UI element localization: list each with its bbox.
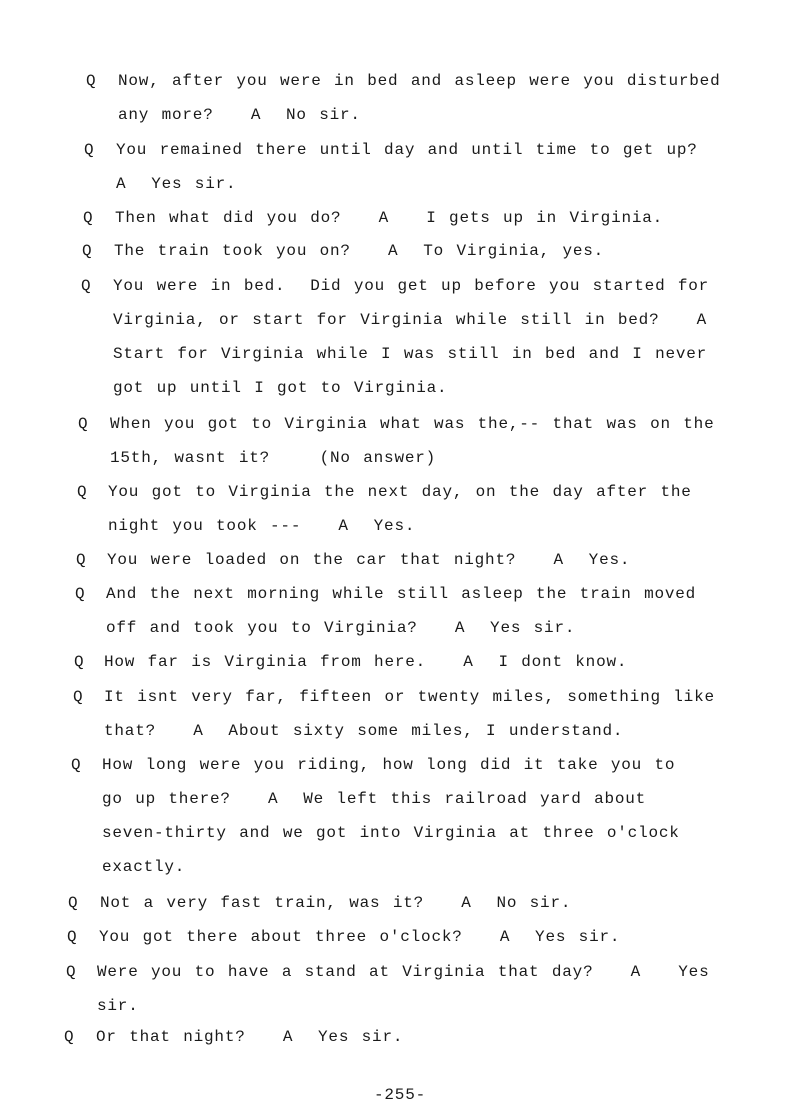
qa-text: When you got to Virginia what was the,-- that was on the 15th, wasnt it? (No answer) bbox=[110, 415, 715, 467]
page-number: -255- bbox=[373, 1086, 426, 1104]
question-marker: Q bbox=[68, 894, 79, 912]
qa-text: You remained there until day and until time to get up? A Yes sir. bbox=[116, 141, 698, 193]
qa-text: Now, after you were in bed and asleep were you disturbed any more? A No sir. bbox=[118, 72, 721, 124]
question-marker: Q bbox=[82, 242, 93, 260]
qa-text: Or that night? A Yes sir. bbox=[96, 1028, 404, 1046]
qa-text: The train took you on? A To Virginia, yes. bbox=[114, 242, 605, 260]
question-marker: Q bbox=[73, 688, 84, 706]
question-marker: Q bbox=[66, 963, 77, 981]
question-marker: Q bbox=[78, 415, 89, 433]
qa-text: How long were you riding, how long did it take you to go up there? A We left this railroad yard about seven-thirty and we got into Virginia at three o'clock exactly. bbox=[102, 756, 680, 876]
qa-text: You got there about three o'clock? A Yes sir. bbox=[99, 928, 621, 946]
question-marker: Q bbox=[81, 277, 92, 295]
question-marker: Q bbox=[77, 483, 88, 501]
qa-text: You were loaded on the car that night? A Yes. bbox=[107, 551, 631, 569]
qa-text: Were you to have a stand at Virginia that day? A Yes sir. bbox=[97, 963, 710, 1015]
question-marker: Q bbox=[75, 585, 86, 603]
question-marker: Q bbox=[84, 141, 95, 159]
qa-text: It isnt very far, fifteen or twenty miles, something like that? A About sixty some miles, I understand. bbox=[104, 688, 715, 740]
question-marker: Q bbox=[83, 209, 94, 227]
qa-text: Then what did you do? A I gets up in Virginia. bbox=[115, 209, 664, 227]
question-marker: Q bbox=[74, 653, 85, 671]
question-marker: Q bbox=[76, 551, 87, 569]
question-marker: Q bbox=[64, 1028, 75, 1046]
question-marker: Q bbox=[71, 756, 82, 774]
qa-text: And the next morning while still asleep the train moved off and took you to Virginia? A Yes sir. bbox=[106, 585, 697, 637]
qa-text: How far is Virginia from here. A I dont know. bbox=[104, 653, 628, 671]
question-marker: Q bbox=[67, 928, 78, 946]
qa-text: Not a very fast train, was it? A No sir. bbox=[100, 894, 572, 912]
qa-text: You got to Virginia the next day, on the day after the night you took --- A Yes. bbox=[108, 483, 692, 535]
qa-text: You were in bed. Did you get up before you started for Virginia, or start for Virginia while still in bed? A Start for Virginia while I was still in bed and I never got up until I got to Virginia. bbox=[113, 277, 710, 397]
question-marker: Q bbox=[86, 72, 97, 90]
